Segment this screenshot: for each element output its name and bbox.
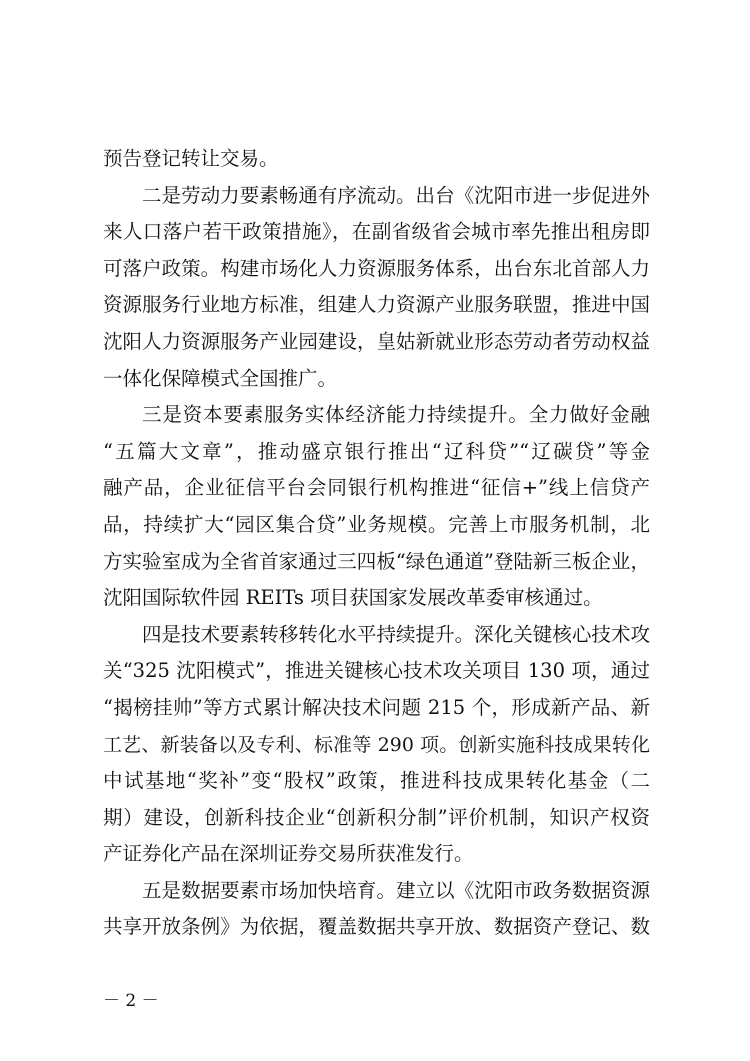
paragraph-labor <box>103 178 650 398</box>
text-line: 沈阳人力资源服务产业园建设，皇姑新就业形态劳动者劳动权益 <box>103 329 650 353</box>
text-line: “揭榜挂帅”等方式累计解决技术问题 215 个，形成新产品、新 <box>103 695 650 719</box>
text-line: 共享开放条例》为依据，覆盖数据共享开放、数据资产登记、数 <box>103 915 650 939</box>
text-line: 一体化保障模式全国推广。 <box>103 366 338 390</box>
page-number: － 2 － <box>103 991 159 1011</box>
document-body <box>103 141 650 946</box>
text-line: 期）建设，创新科技企业“创新积分制”评价机制，知识产权资 <box>103 805 650 829</box>
paragraph-technology <box>103 617 650 873</box>
text-line: 产证券化产品在深圳证券交易所获准发行。 <box>103 842 474 866</box>
text-line: 预告登记转让交易。 <box>103 147 279 170</box>
text-line: 可落户政策。构建市场化人力资源服务体系，出台东北首部人力 <box>103 256 650 280</box>
text-line: “五篇大文章”，推动盛京银行推出“辽科贷”“辽碳贷”等金 <box>103 439 650 463</box>
text-line: 三是资本要素服务实体经济能力持续提升。全力做好金融 <box>142 403 650 427</box>
text-line: 融产品，企业征信平台会同银行机构推进“征信+”线上信贷产 <box>103 476 650 500</box>
paragraph <box>103 141 650 178</box>
text-line: 二是劳动力要素畅通有序流动。出台《沈阳市进一步促进外 <box>142 183 650 207</box>
text-line: 方实验室成为全省首家通过三四板“绿色通道”登陆新三板企业， <box>103 549 650 573</box>
text-line: 工艺、新装备以及专利、标准等 290 项。创新实施科技成果转化 <box>103 733 650 756</box>
text-line: 品，持续扩大“园区集合贷”业务规模。完善上市服务机制，北 <box>103 512 650 536</box>
text-line: 五是数据要素市场加快培育。建立以《沈阳市政务数据资源 <box>142 878 650 902</box>
text-line: 来人口落户若干政策措施》，在副省级省会城市率先推出租房即 <box>103 220 650 244</box>
paragraph-capital <box>103 397 650 617</box>
paragraph-data <box>103 873 650 946</box>
text-line: 沈阳国际软件园 REITs 项目获国家发展改革委审核通过。 <box>103 586 603 610</box>
text-line: 资源服务行业地方标准，组建人力资源产业服务联盟，推进中国 <box>103 293 650 317</box>
text-line: 四是技术要素转移转化水平持续提升。深化关键核心技术攻 <box>142 622 650 646</box>
text-line: 关“325 沈阳模式”，推进关键核心技术攻关项目 130 项，通过 <box>103 659 650 683</box>
text-line: 中试基地“奖补”变“股权”政策，推进科技成果转化基金（二 <box>103 769 650 793</box>
